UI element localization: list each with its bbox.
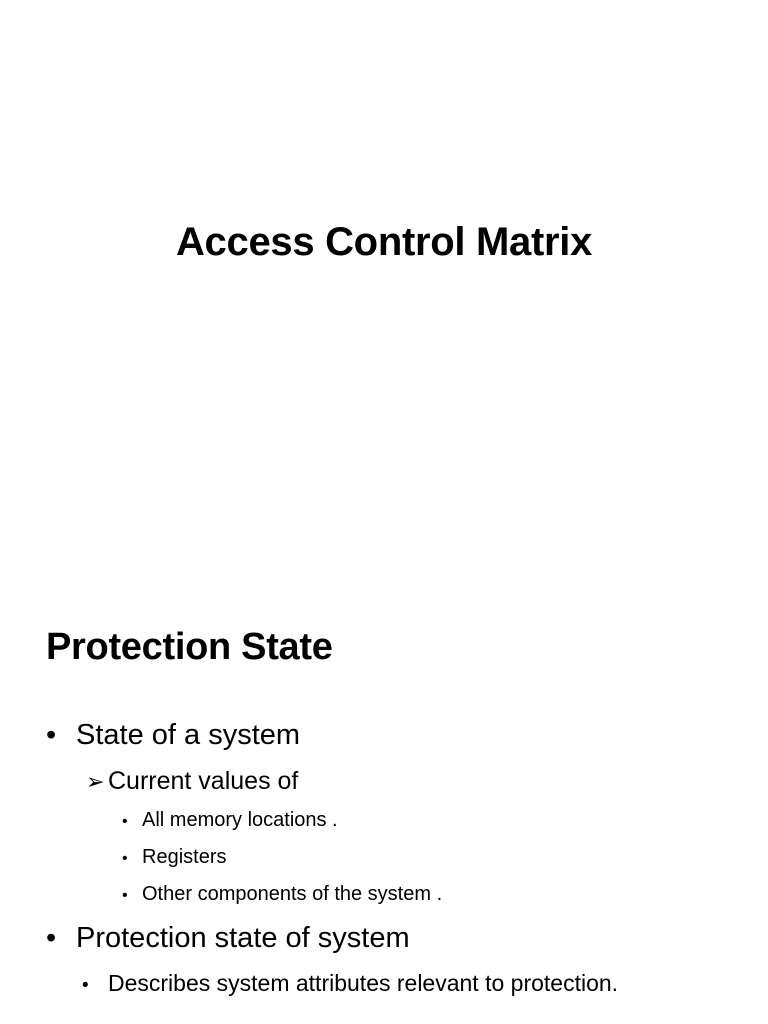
arrow-bullet-icon: ➢ [86, 769, 105, 794]
bullet-item [46, 920, 410, 956]
bullet-text: State of a system [76, 719, 301, 751]
slide-heading: Protection State [46, 626, 333, 668]
bullet-text: Other components of the system . [142, 883, 443, 905]
sub-bullet-item [86, 765, 298, 798]
sub-sub-bullet-item [122, 881, 442, 909]
slide-title: Access Control Matrix [175, 220, 593, 264]
bullet-icon: • [122, 887, 128, 904]
bullet-icon: • [122, 850, 128, 867]
sub-sub-bullet-item [122, 844, 226, 872]
slide-protection-state [0, 576, 768, 1024]
bullet-item [46, 717, 300, 753]
bullet-text: Describes system attributes relevant to protection. [108, 970, 619, 996]
bullet-text: All memory locations . [142, 809, 338, 831]
bullet-text: Registers [142, 846, 227, 868]
bullet-icon: • [82, 975, 89, 996]
sub-sub-bullet-item [122, 807, 338, 835]
bullet-icon: • [46, 719, 57, 751]
bullet-icon: • [122, 813, 128, 830]
bullet-icon: • [46, 922, 57, 954]
bullet-text: Current values of [108, 767, 299, 795]
sub-bullet-item [82, 968, 618, 1001]
bullet-text: Protection state of system [76, 922, 410, 954]
